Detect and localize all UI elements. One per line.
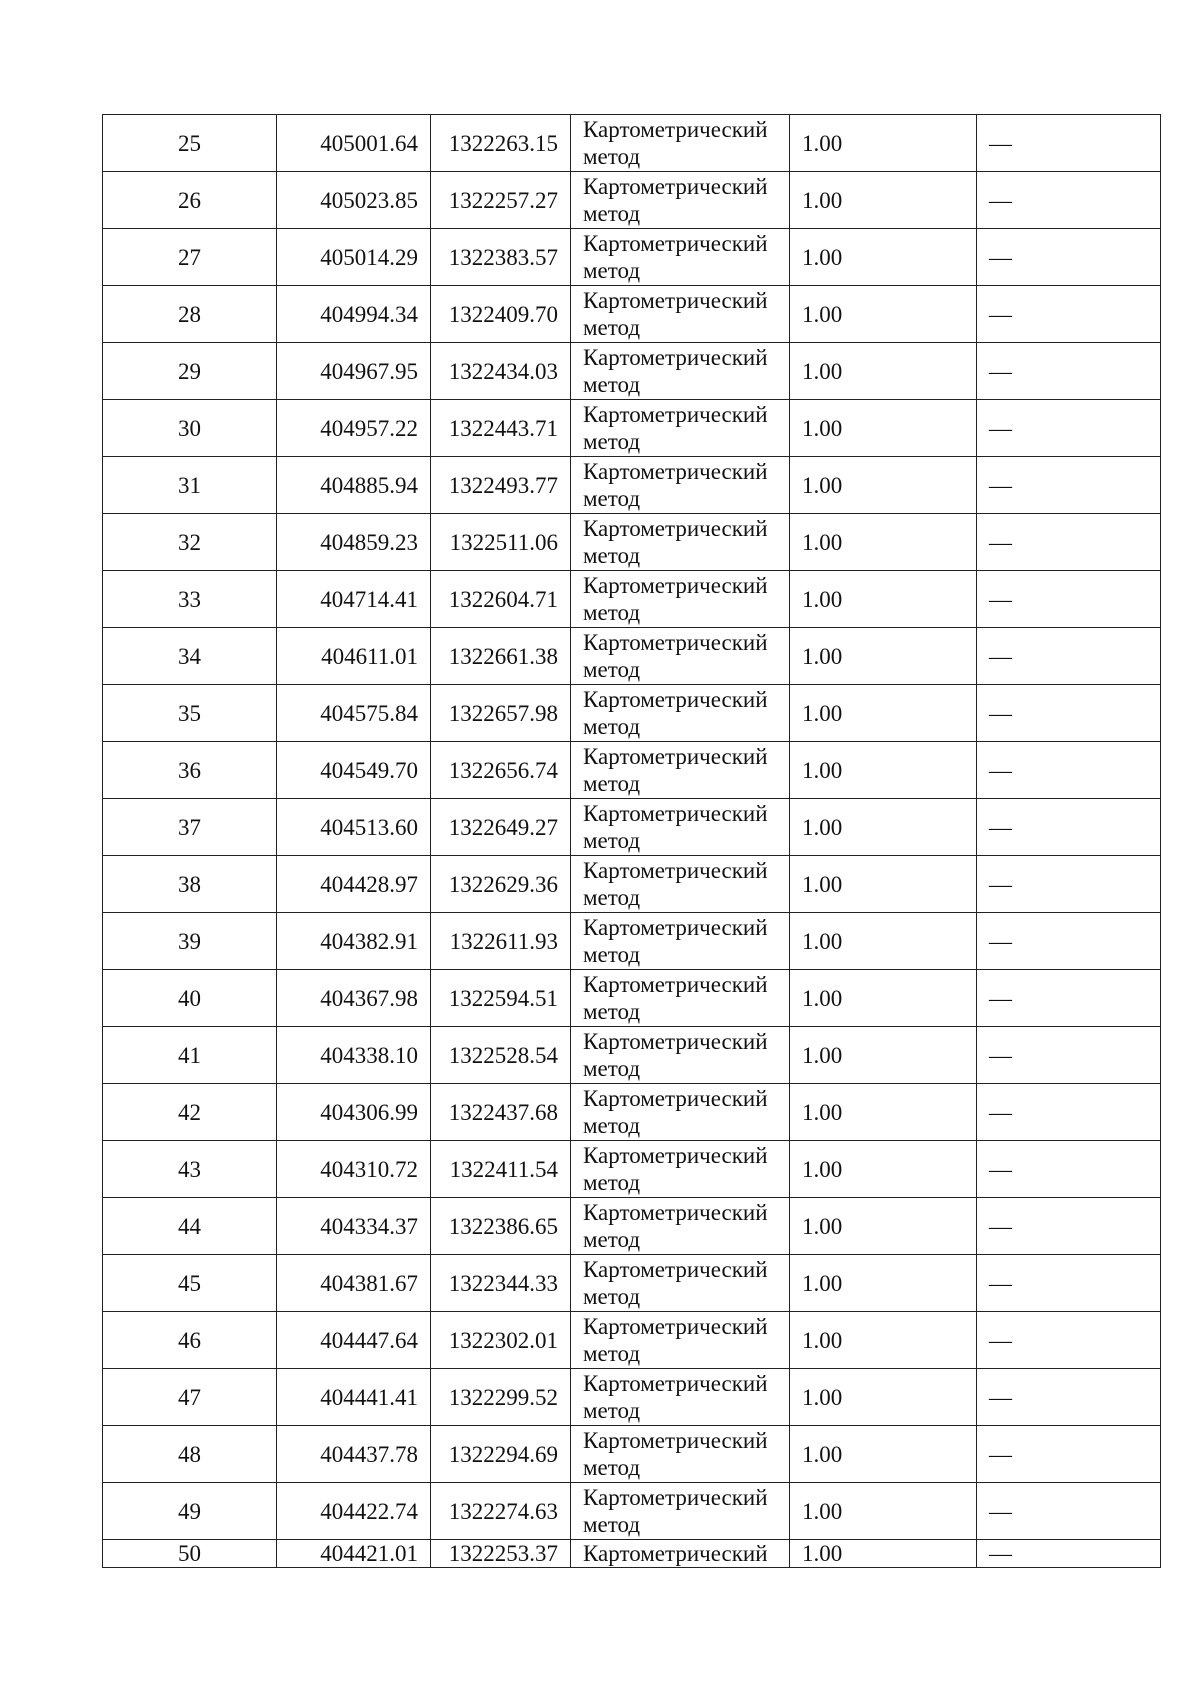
accuracy-cell: 1.00: [790, 685, 977, 742]
method-cell: [571, 1084, 790, 1141]
description-cell: —: [977, 343, 1161, 400]
y-coordinate-cell: 1322656.74: [431, 742, 571, 799]
table-row: [103, 457, 1161, 514]
y-coordinate-cell: 1322253.37: [431, 1540, 571, 1568]
method-line: Картометрический: [583, 1428, 768, 1453]
description-cell: —: [977, 229, 1161, 286]
method-line: метод: [583, 1284, 641, 1309]
method-line: Картометрический: [583, 459, 768, 484]
accuracy-cell: 1.00: [790, 1540, 977, 1568]
method-line: метод: [583, 1455, 641, 1480]
method-line: метод: [583, 1512, 641, 1537]
method-cell: [571, 457, 790, 514]
description-cell: —: [977, 457, 1161, 514]
x-coordinate-cell: 404859.23: [277, 514, 431, 571]
x-coordinate-cell: 404441.41: [277, 1369, 431, 1426]
accuracy-cell: 1.00: [790, 1369, 977, 1426]
coordinates-table-body: [103, 115, 1161, 1568]
method-cell: [571, 400, 790, 457]
accuracy-cell: 1.00: [790, 1084, 977, 1141]
accuracy-cell: 1.00: [790, 457, 977, 514]
method-line: метод: [583, 1170, 641, 1195]
method-line: Картометрический: [583, 858, 768, 883]
x-coordinate-cell: 404422.74: [277, 1483, 431, 1540]
description-cell: —: [977, 286, 1161, 343]
y-coordinate-cell: 1322493.77: [431, 457, 571, 514]
description-cell: —: [977, 685, 1161, 742]
method-line: метод: [583, 543, 641, 568]
method-line: Картометрический: [583, 573, 768, 598]
method-cell: [571, 343, 790, 400]
method-line: Картометрический: [583, 1029, 768, 1054]
description-cell: —: [977, 571, 1161, 628]
x-coordinate-cell: 404381.67: [277, 1255, 431, 1312]
method-line: метод: [583, 258, 641, 283]
point-number-cell: 25: [103, 115, 277, 172]
x-coordinate-cell: 404310.72: [277, 1141, 431, 1198]
point-number-cell: 45: [103, 1255, 277, 1312]
point-number-cell: 27: [103, 229, 277, 286]
y-coordinate-cell: 1322294.69: [431, 1426, 571, 1483]
x-coordinate-cell: 404994.34: [277, 286, 431, 343]
point-number-cell: 41: [103, 1027, 277, 1084]
x-coordinate-cell: 404447.64: [277, 1312, 431, 1369]
table-row: [103, 1483, 1161, 1540]
method-line: Картометрический: [583, 516, 768, 541]
x-coordinate-cell: 404334.37: [277, 1198, 431, 1255]
y-coordinate-cell: 1322611.93: [431, 913, 571, 970]
table-row: [103, 1426, 1161, 1483]
method-line: Картометрический: [583, 1257, 768, 1282]
point-number-cell: 33: [103, 571, 277, 628]
y-coordinate-cell: 1322274.63: [431, 1483, 571, 1540]
description-cell: —: [977, 172, 1161, 229]
table-row: [103, 286, 1161, 343]
x-coordinate-cell: 404382.91: [277, 913, 431, 970]
description-cell: —: [977, 970, 1161, 1027]
x-coordinate-cell: 404338.10: [277, 1027, 431, 1084]
x-coordinate-cell: 404421.01: [277, 1540, 431, 1568]
y-coordinate-cell: 1322257.27: [431, 172, 571, 229]
method-line: Картометрический: [583, 345, 768, 370]
method-line: Картометрический: [583, 1371, 768, 1396]
method-line: Картометрический: [583, 972, 768, 997]
method-line: Картометрический: [583, 1143, 768, 1168]
method-line: метод: [583, 1227, 641, 1252]
y-coordinate-cell: 1322409.70: [431, 286, 571, 343]
point-number-cell: 28: [103, 286, 277, 343]
method-line: метод: [583, 771, 641, 796]
point-number-cell: 43: [103, 1141, 277, 1198]
method-line: Картометрический: [583, 801, 768, 826]
method-line: метод: [583, 600, 641, 625]
x-coordinate-cell: 404885.94: [277, 457, 431, 514]
method-line: метод: [583, 144, 641, 169]
method-cell: [571, 799, 790, 856]
description-cell: —: [977, 1255, 1161, 1312]
x-coordinate-cell: 404957.22: [277, 400, 431, 457]
accuracy-cell: 1.00: [790, 514, 977, 571]
point-number-cell: 37: [103, 799, 277, 856]
accuracy-cell: 1.00: [790, 1312, 977, 1369]
x-coordinate-cell: 404306.99: [277, 1084, 431, 1141]
point-number-cell: 30: [103, 400, 277, 457]
method-line: Картометрический: [583, 1314, 768, 1339]
table-row: [103, 685, 1161, 742]
method-cell: [571, 1426, 790, 1483]
table-row: [103, 970, 1161, 1027]
method-line: метод: [583, 486, 641, 511]
point-number-cell: 46: [103, 1312, 277, 1369]
accuracy-cell: 1.00: [790, 1483, 977, 1540]
method-cell: [571, 1027, 790, 1084]
method-cell: [571, 970, 790, 1027]
method-cell: [571, 1540, 790, 1568]
table-row: [103, 913, 1161, 970]
description-cell: —: [977, 400, 1161, 457]
table-row: [103, 343, 1161, 400]
method-line: метод: [583, 1056, 641, 1081]
accuracy-cell: 1.00: [790, 1198, 977, 1255]
method-cell: [571, 286, 790, 343]
method-cell: [571, 1255, 790, 1312]
y-coordinate-cell: 1322383.57: [431, 229, 571, 286]
point-number-cell: 47: [103, 1369, 277, 1426]
method-line: метод: [583, 828, 641, 853]
method-line: Картометрический: [583, 1086, 768, 1111]
method-cell: [571, 1369, 790, 1426]
accuracy-cell: 1.00: [790, 799, 977, 856]
method-cell: [571, 571, 790, 628]
accuracy-cell: 1.00: [790, 400, 977, 457]
x-coordinate-cell: 405014.29: [277, 229, 431, 286]
accuracy-cell: 1.00: [790, 628, 977, 685]
point-number-cell: 31: [103, 457, 277, 514]
y-coordinate-cell: 1322528.54: [431, 1027, 571, 1084]
y-coordinate-cell: 1322649.27: [431, 799, 571, 856]
method-line: Картометрический: [583, 174, 768, 199]
point-number-cell: 39: [103, 913, 277, 970]
table-row: [103, 1141, 1161, 1198]
method-line: метод: [583, 372, 641, 397]
method-line: метод: [583, 201, 641, 226]
table-row: [103, 799, 1161, 856]
table-row: [103, 1027, 1161, 1084]
point-number-cell: 44: [103, 1198, 277, 1255]
x-coordinate-cell: 404367.98: [277, 970, 431, 1027]
description-cell: —: [977, 1312, 1161, 1369]
point-number-cell: 26: [103, 172, 277, 229]
method-line: метод: [583, 942, 641, 967]
accuracy-cell: 1.00: [790, 229, 977, 286]
description-cell: —: [977, 1141, 1161, 1198]
accuracy-cell: 1.00: [790, 1426, 977, 1483]
description-cell: —: [977, 1084, 1161, 1141]
method-cell: [571, 172, 790, 229]
y-coordinate-cell: 1322302.01: [431, 1312, 571, 1369]
description-cell: —: [977, 1198, 1161, 1255]
method-line: метод: [583, 714, 641, 739]
method-line: метод: [583, 885, 641, 910]
table-row: [103, 115, 1161, 172]
y-coordinate-cell: 1322437.68: [431, 1084, 571, 1141]
x-coordinate-cell: 404437.78: [277, 1426, 431, 1483]
method-line: Картометрический: [583, 1200, 768, 1225]
x-coordinate-cell: 404714.41: [277, 571, 431, 628]
method-line: метод: [583, 429, 641, 454]
method-cell: [571, 1483, 790, 1540]
point-number-cell: 40: [103, 970, 277, 1027]
table-row: [103, 514, 1161, 571]
table-row: [103, 229, 1161, 286]
method-cell: [571, 1198, 790, 1255]
method-line: метод: [583, 1341, 641, 1366]
method-line: Картометрический: [583, 231, 768, 256]
method-line: Картометрический: [583, 915, 768, 940]
table-row: [103, 628, 1161, 685]
accuracy-cell: 1.00: [790, 286, 977, 343]
method-line: Картометрический: [583, 1485, 768, 1510]
y-coordinate-cell: 1322629.36: [431, 856, 571, 913]
description-cell: —: [977, 1483, 1161, 1540]
method-cell: [571, 685, 790, 742]
point-number-cell: 42: [103, 1084, 277, 1141]
x-coordinate-cell: 405001.64: [277, 115, 431, 172]
description-cell: —: [977, 1540, 1161, 1568]
method-line: метод: [583, 657, 641, 682]
method-cell: [571, 229, 790, 286]
accuracy-cell: 1.00: [790, 856, 977, 913]
y-coordinate-cell: 1322604.71: [431, 571, 571, 628]
y-coordinate-cell: 1322263.15: [431, 115, 571, 172]
accuracy-cell: 1.00: [790, 115, 977, 172]
method-line: Картометрический: [583, 402, 768, 427]
table-row: [103, 1312, 1161, 1369]
x-coordinate-cell: 405023.85: [277, 172, 431, 229]
table-row: [103, 856, 1161, 913]
method-cell: [571, 115, 790, 172]
table-row: [103, 400, 1161, 457]
method-line: Картометрический: [583, 744, 768, 769]
table-row: [103, 1255, 1161, 1312]
y-coordinate-cell: 1322594.51: [431, 970, 571, 1027]
method-line: Картометрический: [583, 630, 768, 655]
point-number-cell: 35: [103, 685, 277, 742]
method-cell: [571, 913, 790, 970]
description-cell: —: [977, 628, 1161, 685]
accuracy-cell: 1.00: [790, 1255, 977, 1312]
method-line: Картометрический: [583, 1541, 768, 1566]
description-cell: —: [977, 514, 1161, 571]
method-cell: [571, 856, 790, 913]
method-line: Картометрический: [583, 687, 768, 712]
method-cell: [571, 514, 790, 571]
point-number-cell: 38: [103, 856, 277, 913]
method-line: Картометрический: [583, 288, 768, 313]
point-number-cell: 36: [103, 742, 277, 799]
x-coordinate-cell: 404575.84: [277, 685, 431, 742]
description-cell: —: [977, 1027, 1161, 1084]
method-cell: [571, 742, 790, 799]
y-coordinate-cell: 1322386.65: [431, 1198, 571, 1255]
accuracy-cell: 1.00: [790, 913, 977, 970]
method-line: метод: [583, 1398, 641, 1423]
y-coordinate-cell: 1322657.98: [431, 685, 571, 742]
point-number-cell: 29: [103, 343, 277, 400]
method-cell: [571, 1141, 790, 1198]
y-coordinate-cell: 1322344.33: [431, 1255, 571, 1312]
x-coordinate-cell: 404549.70: [277, 742, 431, 799]
description-cell: —: [977, 1369, 1161, 1426]
y-coordinate-cell: 1322511.06: [431, 514, 571, 571]
description-cell: —: [977, 856, 1161, 913]
description-cell: —: [977, 799, 1161, 856]
method-line: метод: [583, 999, 641, 1024]
y-coordinate-cell: 1322299.52: [431, 1369, 571, 1426]
description-cell: —: [977, 115, 1161, 172]
table-row: [103, 571, 1161, 628]
x-coordinate-cell: 404513.60: [277, 799, 431, 856]
point-number-cell: 50: [103, 1540, 277, 1568]
y-coordinate-cell: 1322434.03: [431, 343, 571, 400]
method-cell: [571, 1312, 790, 1369]
table-row: [103, 1540, 1161, 1568]
description-cell: —: [977, 742, 1161, 799]
table-row: [103, 1198, 1161, 1255]
y-coordinate-cell: 1322661.38: [431, 628, 571, 685]
accuracy-cell: 1.00: [790, 1141, 977, 1198]
accuracy-cell: 1.00: [790, 742, 977, 799]
accuracy-cell: 1.00: [790, 970, 977, 1027]
accuracy-cell: 1.00: [790, 1027, 977, 1084]
description-cell: —: [977, 1426, 1161, 1483]
x-coordinate-cell: 404967.95: [277, 343, 431, 400]
point-number-cell: 48: [103, 1426, 277, 1483]
accuracy-cell: 1.00: [790, 571, 977, 628]
table-row: [103, 1369, 1161, 1426]
x-coordinate-cell: 404611.01: [277, 628, 431, 685]
method-cell: [571, 628, 790, 685]
table-row: [103, 1084, 1161, 1141]
table-row: [103, 742, 1161, 799]
accuracy-cell: 1.00: [790, 172, 977, 229]
y-coordinate-cell: 1322411.54: [431, 1141, 571, 1198]
point-number-cell: 49: [103, 1483, 277, 1540]
accuracy-cell: 1.00: [790, 343, 977, 400]
coordinates-table: [102, 114, 1161, 1568]
y-coordinate-cell: 1322443.71: [431, 400, 571, 457]
table-row: [103, 172, 1161, 229]
method-line: метод: [583, 315, 641, 340]
point-number-cell: 32: [103, 514, 277, 571]
point-number-cell: 34: [103, 628, 277, 685]
description-cell: —: [977, 913, 1161, 970]
x-coordinate-cell: 404428.97: [277, 856, 431, 913]
method-line: метод: [583, 1113, 641, 1138]
method-line: Картометрический: [583, 117, 768, 142]
